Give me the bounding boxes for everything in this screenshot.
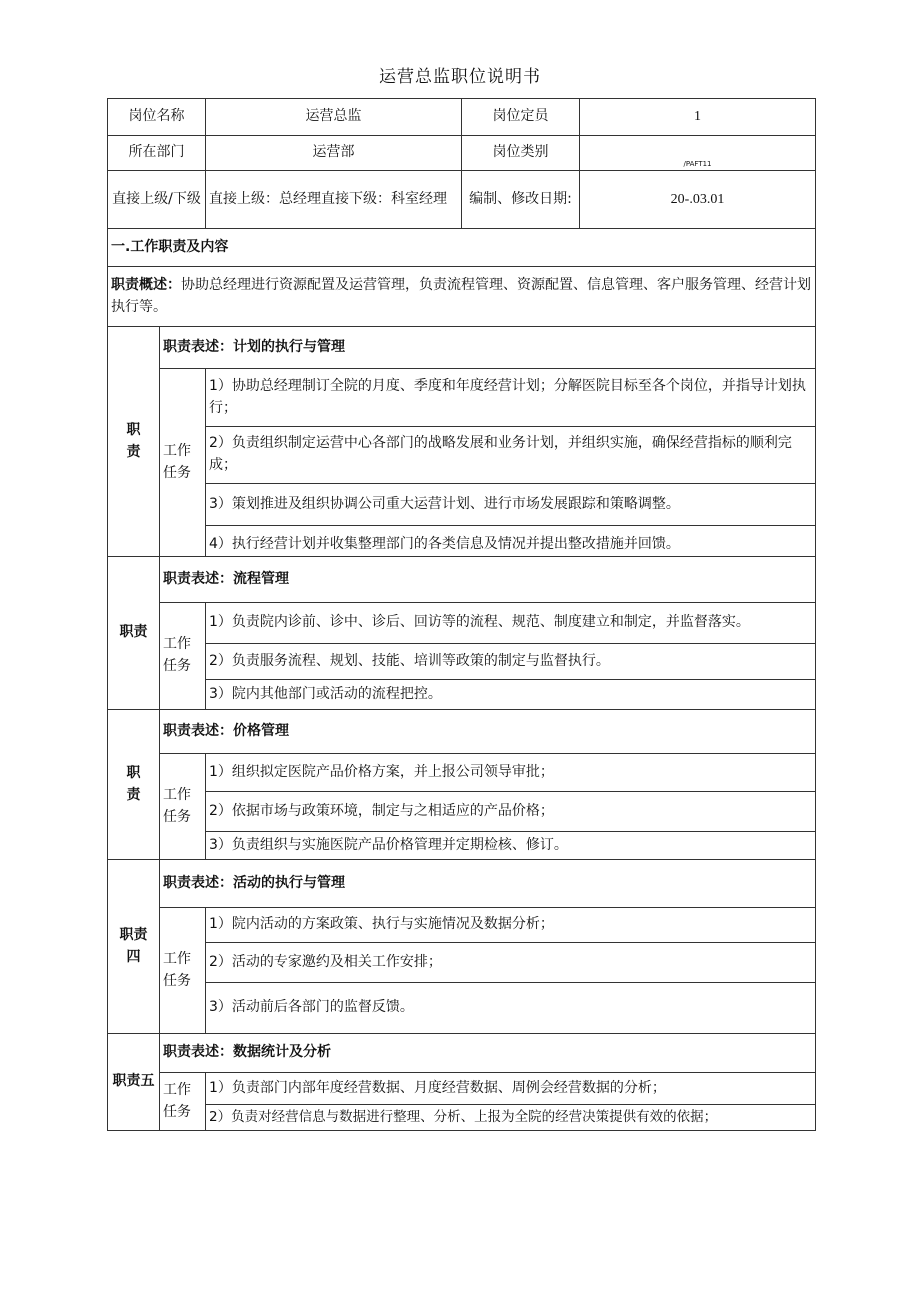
- resp-1-task-1: 1）协助总经理制订全院的月度、季度和年度经营计划；分解医院目标至各个岗位，并指导计划执行；: [206, 369, 816, 427]
- resp-2-task-row: [108, 603, 816, 644]
- resp-5-desc-row: [108, 1034, 816, 1073]
- section-title: 一.工作职责及内容: [108, 229, 816, 267]
- resp-3-task-3: 3）负责组织与实施医院产品价格管理并定期检核、修订。: [206, 832, 816, 860]
- resp-1-label: 职责: [108, 327, 160, 557]
- resp-3-desc-row: [108, 710, 816, 754]
- resp-4-task-row: [108, 983, 816, 1034]
- resp-5-desc: 职责表述：数据统计及分析: [160, 1034, 816, 1073]
- value-edit-date: 20-.03.01: [580, 171, 816, 229]
- resp-5-task-label: 工作任务: [160, 1073, 206, 1131]
- resp-3-task-label: 工作任务: [160, 754, 206, 860]
- overview-text: 协助总经理进行资源配置及运营管理，负责流程管理、资源配置、信息管理、客户服务管理、经营计划执行等。: [111, 276, 811, 315]
- label-reporting: 直接上级/下级: [108, 171, 206, 229]
- resp-1-desc: 职责表述：计划的执行与管理: [160, 327, 816, 369]
- resp-1-task-3: 3）策划推进及组织协调公司重大运营计划、进行市场发展跟踪和策略调整。: [206, 484, 816, 526]
- resp-3-label: 职责: [108, 710, 160, 860]
- resp-2-task-row: [108, 680, 816, 710]
- overview-row: [108, 267, 816, 327]
- resp-3-task-row: [108, 754, 816, 792]
- resp-4-desc: 职责表述：活动的执行与管理: [160, 860, 816, 908]
- page-title: 运营总监职位说明书: [379, 67, 541, 87]
- resp-2-desc-row: [108, 557, 816, 603]
- job-description-table: [107, 98, 816, 1131]
- info-row-position: [108, 99, 816, 136]
- overview-label: 职责概述：: [111, 276, 181, 293]
- resp-1-task-row: [108, 427, 816, 484]
- resp-2-task-label: 工作任务: [160, 603, 206, 710]
- resp-5-task-row: [108, 1105, 816, 1131]
- resp-4-task-row: [108, 908, 816, 943]
- resp-4-task-2: 2）活动的专家邀约及相关工作安排；: [206, 943, 816, 983]
- resp-2-label: 职责: [108, 557, 160, 710]
- value-position-name: 运营总监: [206, 99, 462, 136]
- label-department: 所在部门: [108, 136, 206, 171]
- resp-2-task-2: 2）负责服务流程、规划、技能、培训等政策的制定与监督执行。: [206, 644, 816, 680]
- section-title-row: [108, 229, 816, 267]
- resp-2-desc: 职责表述：流程管理: [160, 557, 816, 603]
- label-position-category: 岗位类别: [462, 136, 580, 171]
- resp-4-task-row: [108, 943, 816, 983]
- label-edit-date: 编制、修改日期:: [462, 171, 580, 229]
- resp-4-label: 职责四: [108, 860, 160, 1034]
- resp-2-task-1: 1）负责院内诊前、诊中、诊后、回访等的流程、规范、制度建立和制定，并监督落实。: [206, 603, 816, 644]
- info-row-department: [108, 136, 816, 171]
- resp-5-task-1: 1）负责部门内部年度经营数据、月度经营数据、周例会经营数据的分析；: [206, 1073, 816, 1105]
- resp-1-task-row: [108, 369, 816, 427]
- resp-4-desc-row: [108, 860, 816, 908]
- resp-3-task-1: 1）组织拟定医院产品价格方案，并上报公司领导审批；: [206, 754, 816, 792]
- resp-2-task-row: [108, 644, 816, 680]
- resp-4-task-label: 工作任务: [160, 908, 206, 1034]
- label-headcount: 岗位定员: [462, 99, 580, 136]
- resp-1-desc-row: [108, 327, 816, 369]
- info-row-reporting: [108, 171, 816, 229]
- resp-1-task-row: [108, 526, 816, 557]
- resp-5-task-row: [108, 1073, 816, 1105]
- label-position-name: 岗位名称: [108, 99, 206, 136]
- resp-5-label: 职责五: [108, 1034, 160, 1131]
- overview-cell: [108, 267, 816, 327]
- resp-2-task-3: 3）院内其他部门或活动的流程把控。: [206, 680, 816, 710]
- resp-5-task-2: 2）负责对经营信息与数据进行整理、分析、上报为全院的经营决策提供有效的依据；: [206, 1105, 816, 1131]
- resp-4-task-1: 1）院内活动的方案政策、执行与实施情况及数据分析；: [206, 908, 816, 943]
- resp-4-task-3: 3）活动前后各部门的监督反馈。: [206, 983, 816, 1034]
- resp-3-task-row: [108, 792, 816, 832]
- resp-1-task-4: 4）执行经营计划并收集整理部门的各类信息及情况并提出整改措施并回馈。: [206, 526, 816, 557]
- value-reporting: 直接上级：总经理直接下级：科室经理: [206, 171, 462, 229]
- resp-3-task-2: 2）依据市场与政策环境，制定与之相适应的产品价格；: [206, 792, 816, 832]
- resp-3-desc: 职责表述：价格管理: [160, 710, 816, 754]
- resp-3-task-row: [108, 832, 816, 860]
- resp-1-task-label: 工作任务: [160, 369, 206, 557]
- value-headcount: 1: [580, 99, 816, 136]
- value-department: 运营部: [206, 136, 462, 171]
- value-position-category: /PAFT11: [580, 136, 816, 171]
- resp-1-task-row: [108, 484, 816, 526]
- resp-1-task-2: 2）负责组织制定运营中心各部门的战略发展和业务计划，并组织实施，确保经营指标的顺利完成；: [206, 427, 816, 484]
